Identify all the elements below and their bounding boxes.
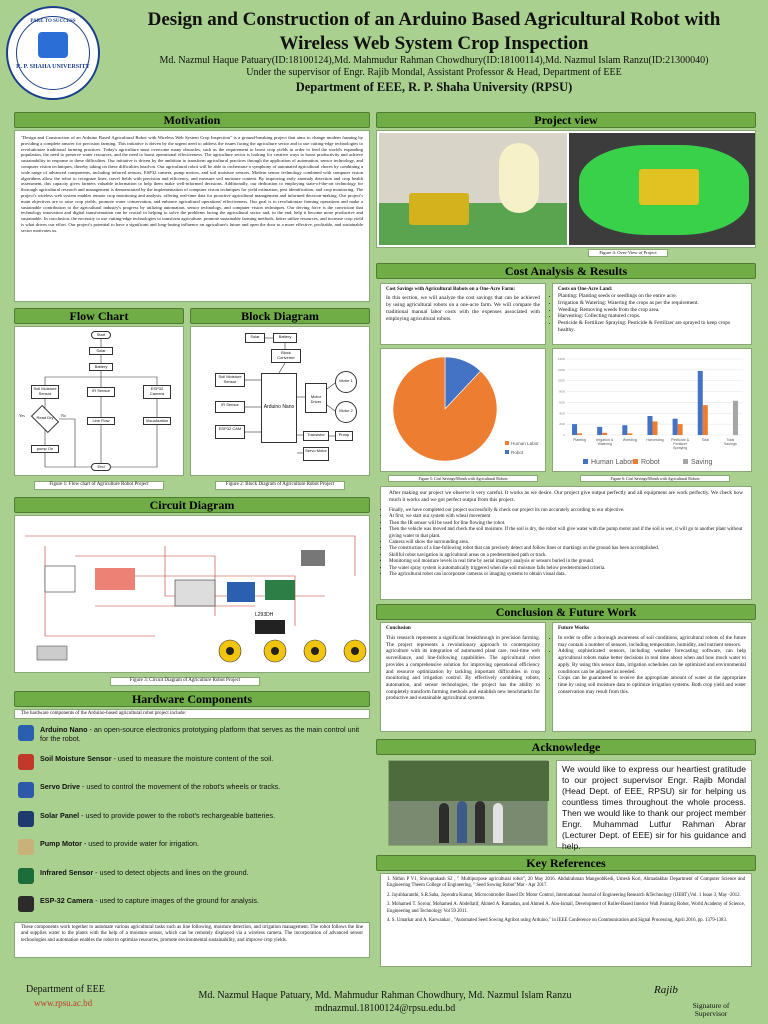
motivation-text: "Design and Construction of an Arduino Based Agricultural Robot with Wireless Web System Crop Inspection" is a ground-breaking project that aims to change modern farming by providing a complete answer for precision farming. This initiative is driven by the urgent need to address the issues facing the agriculture sector and to use cutting-edge technologies to revolutionize traditional farming practices. Today's agriculture must overcome many obstacles, such as the requirement to boost crop yields in order to feed the world's expanding population, the need to preserve water resources, and the need to boost operational effectiveness. The agriculture sector is looking for creative ways to boost productivity and achieve sustainability in response to these difficulties. Our initiative is driven by the ambition to transform agricultural practices through the application of automation, sensor technology, and computer vision techniques, thereby taking on these difficulties head-on. Our agricultural robot will be able to orchestrate a symphony of automated agricultural chores by combining a wide range of advanced components, including infrared sensors, ESP32 camera, pump motors, and soil moisture sensors. Modern sensor technology combined with computer vision algorithms allow the robot to recognize lines, travel fields with precision and efficiency, and measure soil moisture content. By improving early anomaly detection and crop health assessment, this capacity gives farmers valuable information to help them make well-informed decisions. Additionally, our dedication to employing state-of-the-art technology for thorough agricultural research and management is demonstrated by the implementation of computer vision techniques for yield estimation, pest identification, and crop monitoring. The project's wireless web system enables remote crop monitoring and analysis, offering real-time data for proactive agricultural management and informed decision-making. Our project's main objectives are to raise crop yields, promote water conservation, and enhance agricultural operations' effectiveness. Our goal is to revolutionize farming operations and make a sustainable contribution to the agricultural industry's progress by utilizing automation, sensor technology, and computer vision techniques. Our driving force is the conviction that technology innovation and digital transformation can be crucial in helping to solve the problems facing the agricultural sector and, in the end, help it become more productive and sustainable. In conclusion, the necessity to use cutting-edge technologies to transform agriculture, promote sustainable farming methods, better utilize resources, and increase crop yield is what drives our effort. Our project's potential to have a significant and long-lasting influence on agriculture's future and open the door to a more effective, profitable, and sustainable sector motivates us. <box>14 130 370 302</box>
hardware-name: Servo Drive <box>40 782 80 791</box>
hardware-name: Pump Motor <box>40 839 82 848</box>
fc-battery: Battery <box>89 363 113 371</box>
hardware-summary: These components work together to automate various agricultural tasks such as line following, moisture detection, and irrigation management. The robot follows the line and supplies water to the plants with the help of a moisture sensor, which can be remotely displayed via a wireless camera. The incorporation of advanced sensor technologies and automation enables the robot to optimize resources, promote environmental sustainability, and improve crop yields. <box>14 922 370 958</box>
reference-item: 2. Jayabharanthi, S.R.Saha, Jayendra Kumar, Microcontroller Based Dc Motor Control, International Journal of Engineering Research &Technology (IJERT),Vol. 1 Issue 3, May -2012. <box>387 892 741 898</box>
blockdiagram-heading: Block Diagram <box>190 308 370 324</box>
hardware-desc: - an open-source electronics prototyping platform that serves as the main control unit for the robot. <box>40 725 360 743</box>
result-item: • Skillful robot navigation in agricultural areas on a predetermined path or track. <box>389 553 743 559</box>
bd-solar: Solar <box>245 333 265 343</box>
footer-names: Md. Nazmul Haque Patuary, Md. Mahmudur Rahman Chowdhury, Md. Nazmul Islam Ranzu <box>198 990 572 1001</box>
bar-mark <box>733 401 738 435</box>
bar-caption: Figure 6: Cost Savings/Month with Agricultural Robots <box>580 475 730 482</box>
hardware-desc: - used to capture images of the ground for analysis. <box>93 896 259 905</box>
pie-legend-swatch <box>505 450 509 454</box>
result-item: • Then the IR sensor will be used for line flowing the robot. <box>389 521 743 527</box>
conclusion-title: Conclusion <box>386 625 411 631</box>
bd-motor-driver: Motor Driver <box>305 383 327 413</box>
blockdiagram-figure <box>190 326 370 476</box>
future-item: • Adding sophisticated sensors, including weather forecasting software, can help agricultural robots make better decisions in real time about when and how much water to apply. By using this sensor data, irrigation schedules can be optimized and environmental conditions can be adjusted as needed. <box>558 648 746 675</box>
hardware-item <box>14 835 370 861</box>
result-item: • Monitoring soil moisture levels in real time by aerial imagery analysis or sensors buried in the ground. <box>389 559 743 565</box>
hardware-name: Infrared Sensor <box>40 867 94 877</box>
cost-item: • Pesticide & Fertilizer Spraying: Pesticide & Fertilizer are sprayed to keep crops healthy. <box>558 320 746 334</box>
bd-ir-sensor: IR Sensor <box>215 401 245 413</box>
result-item: • The water spray system is automatically triggered when the soil moisture falls below predetermined criteria. <box>389 566 743 572</box>
bar-chart-panel <box>552 348 752 472</box>
future-title: Future Works <box>558 625 590 631</box>
bd-pump: Pump <box>335 431 353 441</box>
bar-ytick: 0 <box>563 434 565 437</box>
bar-ytick: 8000 <box>559 390 565 394</box>
supervisor-signature: Rajib <box>654 984 678 996</box>
future-item: • In order to offer a thorough awareness of soil conditions, agricultural robots of the future may contain a number of sensors, including temperature, humidity, and nutrient sensors. <box>558 635 746 648</box>
bar-mark <box>652 421 657 435</box>
university-logo <box>6 6 100 100</box>
pie-legend-label: Human Labor <box>511 441 539 446</box>
future-panel <box>552 622 752 732</box>
bar-legend-label: Human Labor <box>591 459 634 466</box>
cost-item: • Weeding: Removing weeds from the crop area. <box>558 307 746 314</box>
circuit-heading: Circuit Diagram <box>14 497 370 513</box>
pie-legend-label: Robot <box>511 450 524 455</box>
bd-converter: Block Converter <box>271 349 301 363</box>
cost-item: • Irrigation & Watering: Watering the crops as per the requirement. <box>558 300 746 307</box>
fc-soil: Soil Moisture Sensor <box>31 385 59 399</box>
bar-ytick: 14000 <box>557 358 565 361</box>
signature-label: Signature of Supervisor <box>692 1001 730 1018</box>
bar-category-label: Planting <box>573 438 587 442</box>
hardware-name: Solar Panel <box>40 810 80 820</box>
reference-item: 4. S. Umarkar and A. Karwankar , "Automated Seed Sowing Agribot using Arduino," in IEEE Conference on Communication and Signal Processing, April 2016, pp. 1379-1383. <box>387 918 728 924</box>
references-heading: Key References <box>376 855 756 871</box>
hardware-name: ESP-32 Camera <box>40 896 94 905</box>
conclusion-panel <box>380 622 546 732</box>
bar-mark <box>647 416 652 435</box>
fc-end: End <box>91 463 111 471</box>
result-item: • Finally, we have completed our project successfully & check our project its run accurately according to our objective. <box>389 508 743 514</box>
bar-legend-label: Robot <box>641 459 660 466</box>
hardware-desc: - used to measure the moisture content of the soil. <box>111 753 274 763</box>
fc-esp: ESP32 Camera <box>143 385 171 399</box>
circuit-figure <box>14 515 370 673</box>
result-item: • Camera will show the surrounding area. <box>389 540 743 546</box>
pie-chart-panel <box>380 348 546 472</box>
hardware-image <box>18 839 34 855</box>
hardware-item <box>14 807 370 833</box>
conclusion-text: This research represents a significant breakthrough in precision farming. The project represents a revolutionary approach to contemporary agriculture with its integration of automated plant care, real-time web surveillance, and line-following capabilities. The agricultural robot provides a comprehensive solution for improving operational efficiency and resource optimization by tackling important difficulties in crop monitoring and irrigation control. By effectively combining robots, automation, and sensor technologies, the project has the ability to completely transform farming methods and establish new benchmarks for productive and sustainable agricultural systems. <box>386 635 540 702</box>
pie-caption: Figure 5: Cost Savings/Month with Agricultural Robots <box>388 475 538 482</box>
cost-left-title: Cost Savings with Agricultural Robots on a One-Acre Farm: <box>386 287 516 292</box>
hardware-item <box>14 778 370 804</box>
circuit-caption: Figure 3: Circuit Diagram of Agriculture Robot Project <box>110 677 260 686</box>
footer-dept: Department of EEE <box>26 984 105 995</box>
department: Department of EEE, R. P. Shaha University (RPSU) <box>295 80 573 94</box>
poster-footer <box>0 978 768 1024</box>
circuit-ic-label: L293DH <box>255 612 274 618</box>
cost-right-panel <box>552 283 752 345</box>
hardware-name: Soil Moisture Sensor <box>40 753 112 763</box>
bar-category-label: Weeding <box>622 438 637 442</box>
bar-mark <box>622 425 627 435</box>
result-item: • At first, we start our system with wheal movement <box>389 514 743 520</box>
bar-chart <box>553 349 751 471</box>
blockdiagram-arrows <box>191 327 371 477</box>
project-photos <box>376 130 756 248</box>
bar-mark <box>698 371 703 435</box>
poster-header <box>0 0 768 104</box>
result-item: • Then the vehicle was moved and check the soil moisture. If the soil is dry, the robot will give water with the pump motor and if the soil is wet, it will go to another plant without giving water to that plant. <box>389 527 743 540</box>
bar-ytick: 6000 <box>559 401 565 405</box>
bar-category-label: Irrigation & Watering <box>596 438 614 446</box>
bar-legend-swatch <box>583 459 588 464</box>
hardware-heading: Hardware Components <box>14 691 370 707</box>
hardware-item <box>14 721 370 747</box>
bar-mark <box>627 433 632 435</box>
bar-category-label: Total <box>701 438 710 442</box>
flowchart-heading: Flow Chart <box>14 308 184 324</box>
bar-ytick: 10000 <box>557 379 565 383</box>
bar-ytick: 2000 <box>559 423 565 427</box>
fc-pump: pump On <box>31 445 59 453</box>
hardware-item <box>14 892 370 918</box>
hardware-image <box>18 782 34 798</box>
bd-arduino: Arduino Nano <box>261 373 297 443</box>
flowchart-caption: Figure 1: Flow chart of Agriculture Robot Project <box>34 481 164 490</box>
footer-email[interactable]: mdnazmul.18100124@rpsu.edu.bd <box>314 1003 456 1014</box>
projectview-heading: Project view <box>376 112 756 128</box>
hardware-desc: - used to provide water for irrigation. <box>81 839 199 848</box>
bar-mark <box>673 419 678 435</box>
fc-no: No <box>61 413 66 418</box>
bd-transistor: Transistor <box>303 431 329 441</box>
hardware-desc: - used to detect objects and lines on the ground. <box>93 867 249 877</box>
bd-soil-sensor: Soil Moisture Sensor <box>215 373 245 387</box>
hardware-intro: The hardware components of the Arduino-based agricultural robot project include: <box>14 709 370 719</box>
result-item: • The agricultural robot can incorporate cameras or imaging systems to obtain visual data. <box>389 572 743 578</box>
motivation-heading: Motivation <box>14 112 370 128</box>
hardware-desc: - used to control the movement of the robot's wheels or tracks. <box>79 782 281 791</box>
circuit-drawing <box>15 516 369 672</box>
bar-mark <box>597 427 602 435</box>
cost-heading: Cost Analysis & Results <box>376 263 756 279</box>
flowchart-figure <box>14 326 184 476</box>
projectview-caption: Figure 4: Over-View of Project <box>588 249 668 257</box>
bd-esp32: ESP32 CAM <box>215 425 245 439</box>
cost-right-list <box>558 293 746 334</box>
bar-category-label: Harvesting <box>646 438 664 442</box>
bar-mark <box>703 405 708 435</box>
hardware-item <box>14 864 370 890</box>
hardware-image <box>18 896 34 912</box>
bd-battery: Battery <box>273 333 297 343</box>
result-item: • The construction of a line-following robot that can precisely detect and follow lines or markings on the ground has been accomplished. <box>389 546 743 552</box>
pie-slice <box>393 357 497 461</box>
fc-read-dry-label: Read Dry <box>36 415 54 420</box>
hardware-image <box>18 725 34 741</box>
authors: Md. Nazmul Haque Patuary(ID:18100124),Md. Mahmudur Rahman Chowdhury(ID:18100114),Md. Nazmul Islam Ranzu(ID:21300040) Under the supervisor of Engr. Rajib Mondal, Assistant Professor & Head, Department of EEE <box>159 55 709 78</box>
team-photo <box>388 760 548 846</box>
bar-legend-swatch <box>683 459 688 464</box>
bd-motor2: Motor 2 <box>335 401 357 423</box>
reference-item: 1. Nithin P V1, Shivaprakash S2 , " Multipurpose agricultural robot", 20 May 2016. Abdulrahman MangoobKedi, Umesh Kori, Ahmadakbar Department of Computer Science and Engineering Theem College of Engineering, " Seed Sowing Robot"Mar - Apr 2017. <box>387 877 745 889</box>
conclusion-heading: Conclusion & Future Work <box>376 604 756 620</box>
logo-motto: PARE TO SUCCESS <box>30 19 76 24</box>
bar-legend-swatch <box>633 459 638 464</box>
pie-legend-swatch <box>505 441 509 445</box>
reference-item: 3. Mohamed T. Sorour, Mohamed A. Abdellatif, Ahmed A. Ramadan, and Ahmed A. Abo-Ismail, Development of Roller-Based Interior Wall Painting Robot, World Academy of Science, Engineering and Technology Vol 59 2011. <box>387 902 745 914</box>
acknowledge-text: We would like to express our heartiest gratitude to our project supervisor Engr. Rajib Mondal (Head Dept. of EEE, RPSU) sir for helping us countless times throughout the whole process. Then we would like to thank our project member Engr. Muhammad Lutfur Rahman Abrar (Lecturer Dept. of EEE) sir for his guidance and help. <box>556 760 752 848</box>
future-list <box>558 635 746 695</box>
fc-visual: Visualization <box>143 417 171 425</box>
hardware-image <box>18 868 34 884</box>
hardware-image <box>18 811 34 827</box>
references-panel <box>380 873 752 967</box>
bar-category-label: Pesticide & Fertilizer Spraying <box>671 438 690 450</box>
bar-mark <box>577 433 582 435</box>
bar-mark <box>678 424 683 435</box>
bd-motor1: Motor 1 <box>335 371 357 393</box>
bd-servo: Servo Motor <box>303 447 329 461</box>
poster-title: Design and Construction of an Arduino Based Agricultural Robot with Wireless Web System Crop Inspection <box>147 9 721 54</box>
cost-item: • Planting: Planting seeds or seedlings on the entire acre. <box>558 293 746 300</box>
bar-category-label: Total Savings <box>724 438 737 446</box>
results-intro: After making our project we observe it very careful. It works as we desire. Our project give output perfectly and all equipment are work perfectly. We check how much it works and we got perfect output from this project. <box>389 490 743 503</box>
cost-left-text: In this section, we will analyze the cost savings that can be achieved by using agricultural robots on a one-acre farm. We will compare the traditional manual labor costs with the expenses associated with employing agricultural robots. <box>386 295 540 322</box>
fc-start: Start <box>91 331 111 339</box>
bar-mark <box>572 424 577 435</box>
cost-right-title: Costs on One-Acre Land: <box>558 287 613 292</box>
footer-url[interactable]: www.rpsu.ac.bd <box>34 998 93 1008</box>
hardware-item <box>14 750 370 776</box>
results-panel <box>380 486 752 600</box>
fc-yes: Yes <box>19 413 25 418</box>
flowchart-arrows <box>15 327 185 477</box>
cost-item: • Harvesting: Collecting matured crops. <box>558 313 746 320</box>
bar-mark <box>602 433 607 435</box>
hardware-name: Arduino Nano <box>40 725 88 734</box>
acknowledge-heading: Acknowledge <box>376 739 756 755</box>
bar-ytick: 12000 <box>557 368 565 372</box>
fc-ir: IR Sensor <box>87 387 115 397</box>
results-list <box>389 508 743 578</box>
cost-left-panel <box>380 283 546 345</box>
hardware-image <box>18 754 34 770</box>
fc-lineflow: Line Flow <box>87 417 115 425</box>
hardware-list <box>14 721 370 921</box>
fc-solar: Solar <box>89 347 113 355</box>
project-photo-1 <box>379 133 567 245</box>
bar-ytick: 4000 <box>559 412 565 416</box>
references-list <box>387 877 745 924</box>
project-photo-2 <box>569 133 755 245</box>
logo-text: R. P. SHAHA UNIVERSITY <box>16 64 90 70</box>
hardware-desc: - used to provide power to the robot's rechargeable batteries. <box>79 810 276 820</box>
bar-legend-label: Saving <box>691 459 713 466</box>
pie-chart <box>381 349 545 471</box>
blockdiagram-caption: Figure 2: Block Diagram of Agriculture Robot Project <box>215 481 345 490</box>
future-item: • Crops can be guaranteed to receive the appropriate amount of water at the appropriate time by using soil moisture data to optimize irrigation systems. Both crop yield and water conservation may result from this. <box>558 675 746 695</box>
